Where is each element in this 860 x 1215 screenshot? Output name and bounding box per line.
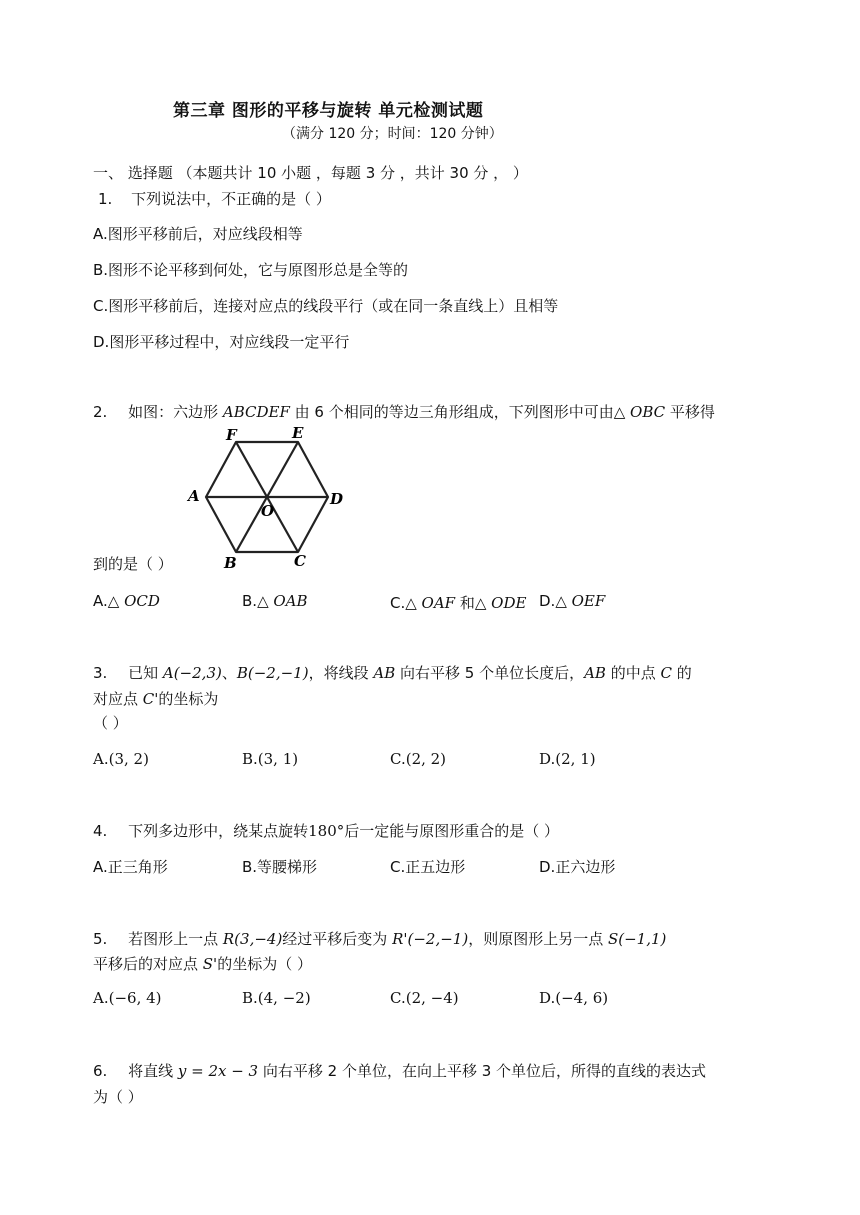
- q4-option-d: D.正六边形: [539, 858, 616, 876]
- q2-continuation: 到的是（ ）: [93, 555, 173, 573]
- question-3-line3: （ ）: [93, 714, 128, 732]
- label-f: F: [226, 426, 237, 444]
- math-expression: R(3,−4): [222, 930, 283, 948]
- q4-option-b: B.等腰梯形: [242, 858, 318, 876]
- page-subtitle: （满分 120 分；时间：120 分钟）: [282, 126, 503, 142]
- question-number: 3.: [93, 664, 108, 682]
- question-6-line2: 为（ ）: [93, 1088, 143, 1106]
- label-o: O: [261, 502, 275, 520]
- question-3: 3. 已知 A(−2,3)、B(−2,−1)，将线段 AB 向右平移 5 个单位长度后，AB 的中点 C 的: [93, 664, 692, 682]
- question-text: 如图：六边形: [128, 403, 223, 421]
- question-text: 下列说法中，不正确的是（ ）: [131, 190, 331, 208]
- q3-option-c: C.(2, 2): [390, 750, 447, 768]
- label-c: C: [294, 552, 306, 570]
- question-number: 2.: [93, 403, 108, 421]
- label-b: B: [224, 554, 237, 572]
- q1-option-b: B.图形不论平移到何处，它与原图形总是全等的: [93, 261, 409, 279]
- question-5-line2: 平移后的对应点 S'的坐标为（ ）: [93, 955, 312, 973]
- label-a: A: [188, 487, 200, 505]
- q5-option-b: B.(4, −2): [242, 989, 311, 1007]
- math-expression: y = 2x − 3: [177, 1062, 259, 1080]
- question-2: [93, 401, 715, 422]
- math-expression: 180°: [308, 822, 345, 840]
- question-number: 1.: [98, 190, 113, 208]
- question-text: 平移得: [665, 403, 715, 421]
- q2-option-a: A.△ OCD: [93, 592, 160, 610]
- q2-option-c: C.△ OAF 和△ ODE: [390, 594, 527, 612]
- q4-option-a: A.正三角形: [93, 858, 168, 876]
- math-expression: ABCDEF: [222, 403, 290, 421]
- math-expression: S(−1,1): [607, 930, 667, 948]
- question-5: 5. 若图形上一点 R(3,−4)经过平移后变为 R'(−2,−1)，则原图形上另一点 S(−1,1): [93, 930, 667, 948]
- q5-option-d: D.(−4, 6): [539, 989, 609, 1007]
- q1-option-c: C.图形平移前后，连接对应点的线段平行（或在同一条直线上）且相等: [93, 297, 559, 315]
- question-number: 5.: [93, 930, 108, 948]
- math-expression: △ OBC: [613, 403, 666, 421]
- q5-option-a: A.(−6, 4): [93, 989, 162, 1007]
- question-1: [98, 188, 331, 209]
- q5-option-c: C.(2, −4): [390, 989, 459, 1007]
- question-number: 6.: [93, 1062, 108, 1080]
- q3-option-a: A.(3, 2): [93, 750, 149, 768]
- q3-option-d: D.(2, 1): [539, 750, 596, 768]
- question-6: 6. 将直线 y = 2x − 3 向右平移 2 个单位，在向上平移 3 个单位后，所得的直线的表达式: [93, 1062, 707, 1080]
- q1-option-a: A.图形平移前后，对应线段相等: [93, 225, 303, 243]
- label-d: D: [330, 490, 344, 508]
- hexagon-figure: [186, 422, 346, 576]
- math-expression: A(−2,3): [162, 664, 222, 682]
- q4-option-c: C.正五边形: [390, 858, 466, 876]
- q2-option-b: B.△ OAB: [242, 592, 308, 610]
- question-number: 4.: [93, 822, 108, 840]
- page-title: 第三章 图形的平移与旋转 单元检测试题: [173, 101, 484, 121]
- q1-option-d: D.图形平移过程中，对应线段一定平行: [93, 333, 350, 351]
- label-e: E: [292, 424, 304, 442]
- question-3-line2: 对应点 C'的坐标为: [93, 690, 219, 708]
- math-expression: B(−2,−1): [236, 664, 309, 682]
- math-expression: R'(−2,−1): [392, 930, 469, 948]
- question-4: 4. 下列多边形中，绕某点旋转180°后一定能与原图形重合的是（ ）: [93, 822, 560, 840]
- section-heading: 一、 选择题 （本题共计 10 小题 ，每题 3 分 ，共计 30 分 ， ）: [93, 164, 528, 182]
- q3-option-b: B.(3, 1): [242, 750, 299, 768]
- q2-option-d: D.△ OEF: [539, 592, 606, 610]
- question-text: 由 6 个相同的等边三角形组成，下列图形中可由: [289, 403, 614, 421]
